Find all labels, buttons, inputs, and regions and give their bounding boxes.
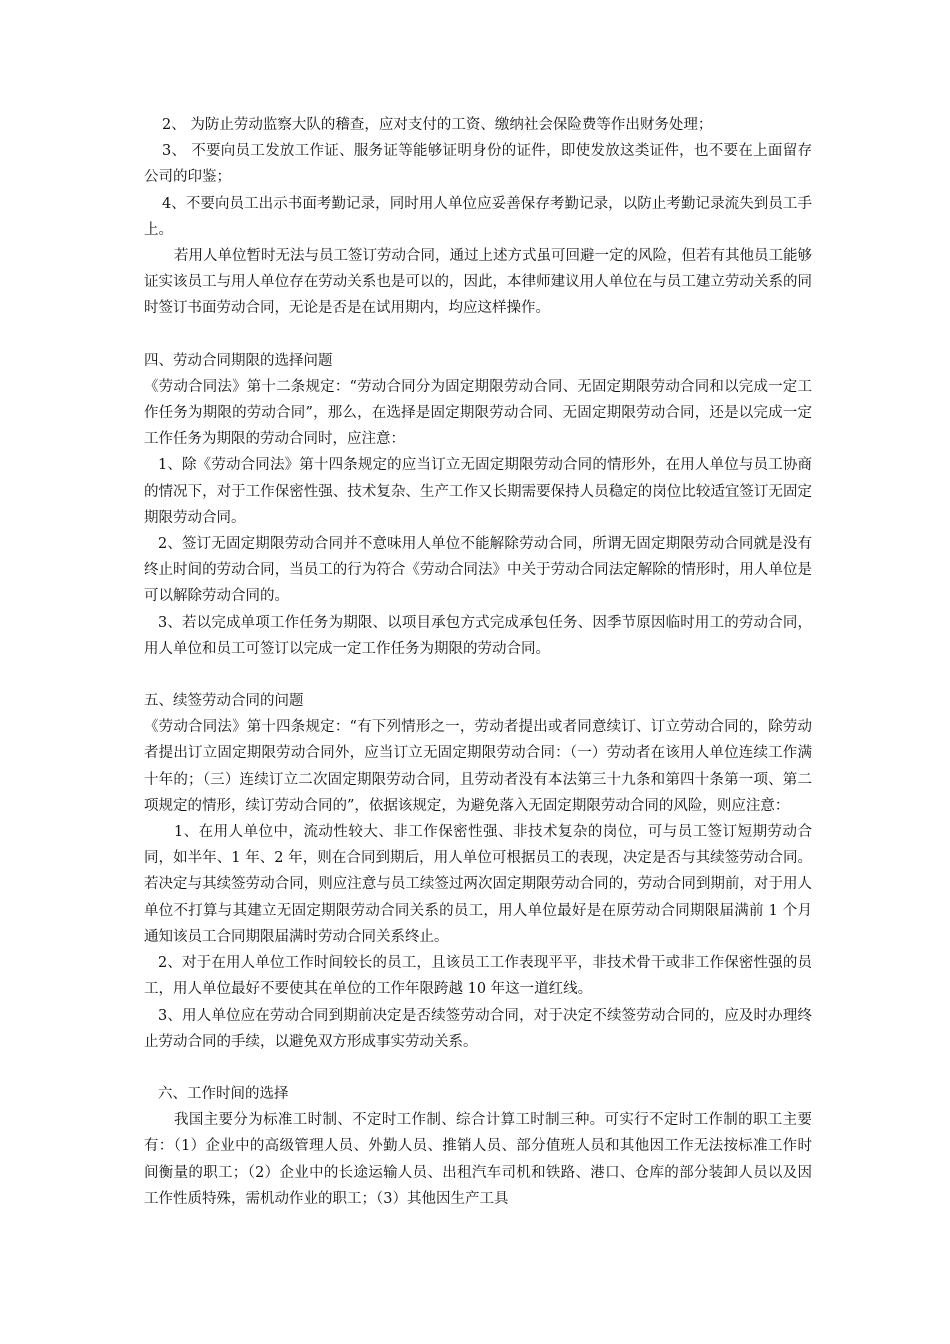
paragraph-item-3: 3、 不要向员工发放工作证、服务证等能够证明身份的证件，即使发放这类证件，也不要在上面留存公司的印鉴； <box>144 143 812 186</box>
paragraph-section5-item-3: 3、用人单位应在劳动合同到期前决定是否续签劳动合同，对于决定不续签劳动合同的，应及时办理终止劳动合同的手续，以避免双方形成事实劳动关系。 <box>144 1007 812 1050</box>
section-gap <box>144 662 812 688</box>
section-heading-contract-term: 四、劳动合同期限的选择问题 <box>144 352 333 369</box>
paragraph-section4-item-1: 1、除《劳动合同法》第十四条规定的应当订立无固定期限劳动合同的情形外，在用人单位与员工协商的情况下，对于工作保密性强、技术复杂、生产工作又长期需要保持人员稳定的岗位比较适宜签订无固定期限劳动合同。 <box>144 457 812 526</box>
paragraph-item-4: 4、不要向员工出示书面考勤记录，同时用人单位应妥善保存考勤记录，以防止考勤记录流失到员工手上。 <box>144 195 812 238</box>
section-heading-working-hours: 六、工作时间的选择 <box>158 1085 289 1102</box>
document-body <box>144 112 812 1212</box>
section-gap <box>144 1055 812 1081</box>
paragraph-section5-item-2: 2、对于在用人单位工作时间较长的员工，且该员工工作表现平平，非技术骨干或非工作保密性强的员工，用人单位最好不要使其在单位的工作年限跨越 10 年这一道红线。 <box>144 955 812 998</box>
paragraph-section5-item-1: 1、在用人单位中，流动性较大、非工作保密性强、非技术复杂的岗位，可与员工签订短期劳动合同，如半年、1 年、2 年，则在合同到期后，用人单位可根据员工的表现，决定是否与其续签劳动合同。若决定与其续签劳动合同，则应注意与员工续签过两次固定期限劳动合同的，劳动合同到期前，对于用人单位不打算与其建立无固定期限劳动合同关系的员工，用人单位最好是在原劳动合同期限届满前 1 个月通知该员工合同期限届满时劳动合同关系终止。 <box>144 824 812 945</box>
paragraph-summary: 若用人单位暂时无法与员工签订劳动合同，通过上述方式虽可回避一定的风险，但若有其他员工能够证实该员工与用人单位存在劳动关系也是可以的，因此，本律师建议用人单位在与员工建立劳动关系的同时签订书面劳动合同，无论是否是在试用期内，均应这样操作。 <box>144 248 812 317</box>
paragraph-section4-intro: 《劳动合同法》第十二条规定：“劳动合同分为固定期限劳动合同、无固定期限劳动合同和以完成一定工作任务为期限的劳动合同”，那么，在选择是固定期限劳动合同、无固定期限劳动合同，还是以完成一定工作任务为期限的劳动合同时，应注意： <box>144 378 812 448</box>
paragraph-section4-item-2: 2、签订无固定期限劳动合同并不意味用人单位不能解除劳动合同，所谓无固定期限劳动合同就是没有终止时间的劳动合同，当员工的行为符合《劳动合同法》中关于劳动合同法定解除的情形时，用人单位是可以解除劳动合同的。 <box>144 536 812 605</box>
section-heading-contract-renewal: 五、续签劳动合同的问题 <box>144 693 304 710</box>
paragraph-section5-intro: 《劳动合同法》第十四条规定：“有下列情形之一，劳动者提出或者同意续订、订立劳动合同的，除劳动者提出订立固定期限劳动合同外，应当订立无固定期限劳动合同：（一）劳动者在该用人单位连续工作满十年的；（三）连续订立二次固定期限劳动合同，且劳动者没有本法第三十九条和第四十条第一项、第二项规定的情形，续订劳动合同的”，依据该规定，为避免落入无固定期限劳动合同的风险，则应注意： <box>144 719 812 814</box>
section-gap <box>144 322 812 348</box>
paragraph-section6-intro: 我国主要分为标准工时制、不定时工作制、综合计算工时制三种。可实行不定时工作制的职工主要有：（1）企业中的高级管理人员、外勤人员、推销人员、部分值班人员和其他因工作无法按标准工作时间衡量的职工；（2）企业中的长途运输人员、出租汽车司机和铁路、港口、仓库的部分装卸人员以及因工作性质特殊，需机动作业的职工；（3）其他因生产工具 <box>144 1112 812 1207</box>
paragraph-section4-item-3: 3、若以完成单项工作任务为期限、以项目承包方式完成承包任务、因季节原因临时用工的劳动合同，用人单位和员工可签订以完成一定工作任务为期限的劳动合同。 <box>144 614 812 657</box>
paragraph-item-2: 2、 为防止劳动监察大队的稽查，应对支付的工资、缴纳社会保险费等作出财务处理； <box>162 117 713 133</box>
